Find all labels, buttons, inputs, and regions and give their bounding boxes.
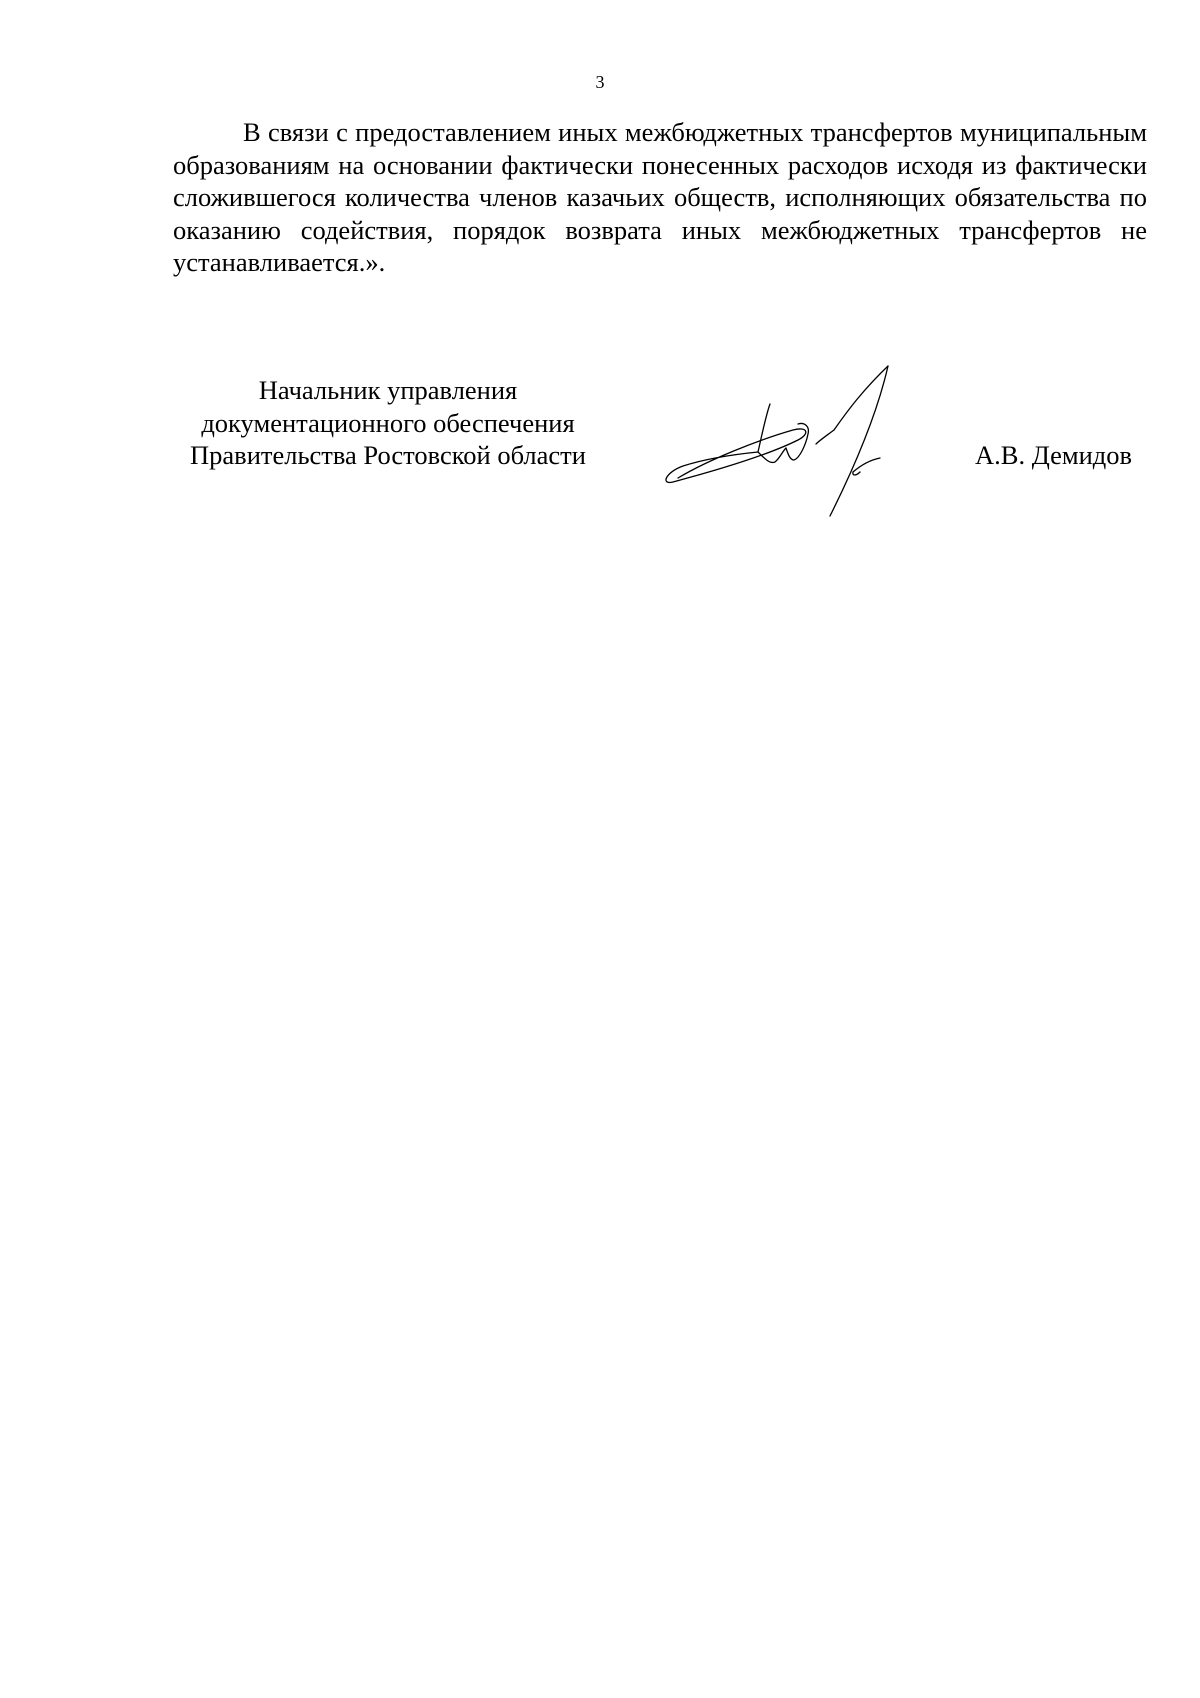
handwritten-signature [648, 360, 948, 520]
position-line: Правительства Ростовской области [190, 440, 586, 470]
position-line: Начальник управления [258, 375, 518, 405]
body-paragraph: В связи с предоставлением иных межбюджетных трансфертов муниципальным образованиям на основании фактически понесенных расходов исходя из фактически сложившегося количества членов казачьих обществ, исполняющих обязательства по оказанию содействия, порядок возврата иных межбюджетных трансфертов не устанавливается.». [173, 117, 1147, 277]
position-line: документационного обеспечения [201, 407, 575, 438]
page-number: 3 [595, 72, 605, 92]
signatory-position [173, 374, 603, 472]
signatory-name: А.В. Демидов [975, 440, 1133, 470]
